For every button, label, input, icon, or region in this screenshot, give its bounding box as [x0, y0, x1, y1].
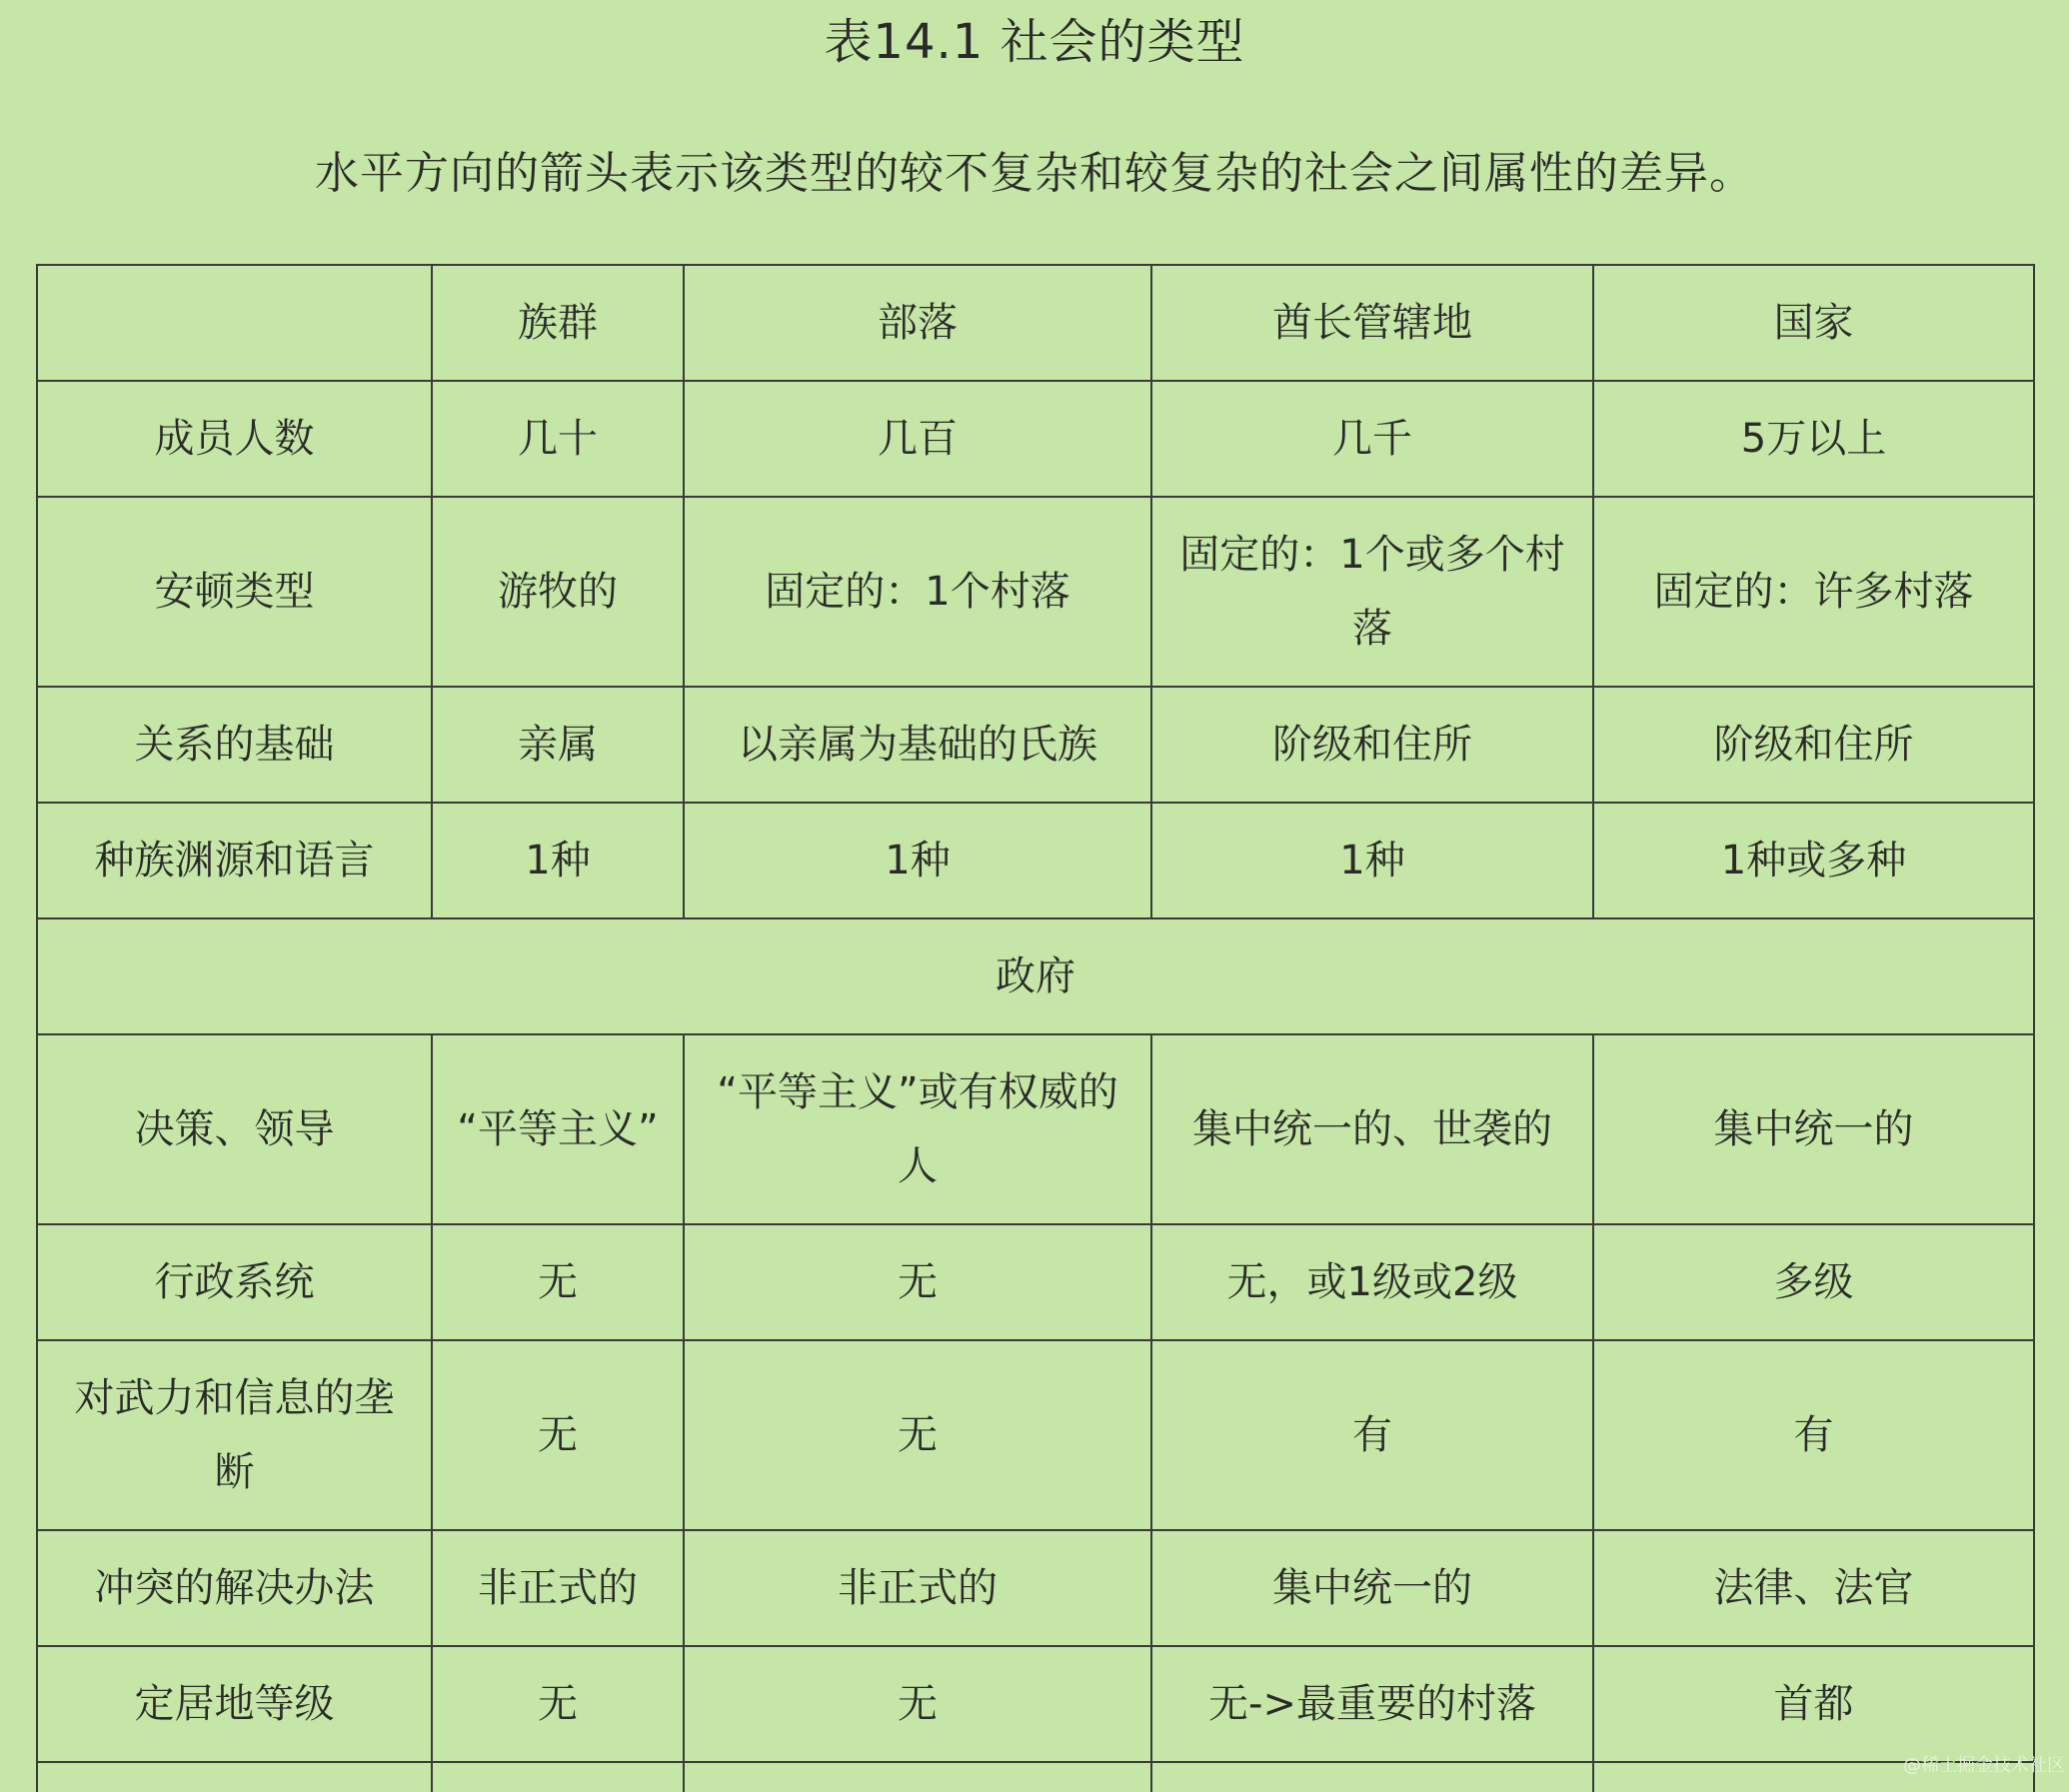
table-cell: 阶级和住所 — [1151, 687, 1593, 803]
table-cell: 无 — [432, 1340, 684, 1530]
header-cell-empty — [37, 265, 432, 381]
table-cell — [37, 1762, 432, 1792]
table-row — [37, 497, 2034, 687]
table-description: 水平方向的箭头表示该类型的较不复杂和较复杂的社会之间属性的差异。 — [315, 148, 1754, 199]
table-cell: 1种 — [684, 803, 1151, 918]
header-cell-tribe: 部落 — [684, 265, 1151, 381]
header-row — [37, 265, 2034, 381]
table-cell: 无 — [432, 1224, 684, 1340]
table-cell — [432, 1762, 684, 1792]
row-label: 对武力和信息的垄断 — [37, 1340, 432, 1530]
table-cell: 无->最重要的村落 — [1151, 1646, 1593, 1762]
table-cell: 非正式的 — [432, 1530, 684, 1646]
table-cell: “平等主义”或有权威的人 — [684, 1034, 1151, 1224]
watermark: @稀土掘金技术社区 — [1903, 1755, 2065, 1776]
table-row — [37, 1224, 2034, 1340]
table-cell: 亲属 — [432, 687, 684, 803]
table-cell: 多级 — [1593, 1224, 2034, 1340]
table-cell: 固定的：1个村落 — [684, 497, 1151, 687]
table-row — [37, 803, 2034, 918]
row-label: 冲突的解决办法 — [37, 1530, 432, 1646]
table-cell: 有 — [1151, 1340, 1593, 1530]
table-row — [37, 381, 2034, 497]
table-cell: 固定的：许多村落 — [1593, 497, 2034, 687]
header-cell-state: 国家 — [1593, 265, 2034, 381]
table-cell: 5万以上 — [1593, 381, 2034, 497]
table-cell: 无，或1级或2级 — [1151, 1224, 1593, 1340]
table-cell: 几百 — [684, 381, 1151, 497]
table-cell: 几千 — [1151, 381, 1593, 497]
table-row — [37, 1340, 2034, 1530]
header-cell-chiefdom: 酋长管辖地 — [1151, 265, 1593, 381]
row-label: 定居地等级 — [37, 1646, 432, 1762]
table-cell: “平等主义” — [432, 1034, 684, 1224]
row-label: 行政系统 — [37, 1224, 432, 1340]
table-row — [37, 1530, 2034, 1646]
table-cell: 集中统一的 — [1151, 1530, 1593, 1646]
section-row — [37, 918, 2034, 1034]
table-row — [37, 1034, 2034, 1224]
table-cell: 非正式的 — [684, 1530, 1151, 1646]
society-types-table — [36, 264, 2035, 1792]
table-cell: 几十 — [432, 381, 684, 497]
header-cell-band: 族群 — [432, 265, 684, 381]
table-cell: 法律、法官 — [1593, 1530, 2034, 1646]
table-caption: 表14.1 社会的类型 — [824, 14, 1245, 70]
table-cell: 无 — [684, 1646, 1151, 1762]
row-label: 种族渊源和语言 — [37, 803, 432, 918]
table-row-partial — [37, 1762, 2034, 1792]
table-cell: 游牧的 — [432, 497, 684, 687]
table-cell — [1151, 1762, 1593, 1792]
table-cell: 固定的：1个或多个村落 — [1151, 497, 1593, 687]
section-heading-government: 政府 — [37, 918, 2034, 1034]
table-cell: 1种 — [432, 803, 684, 918]
table-cell — [684, 1762, 1151, 1792]
row-label: 安顿类型 — [37, 497, 432, 687]
row-label: 关系的基础 — [37, 687, 432, 803]
table-cell: 以亲属为基础的氏族 — [684, 687, 1151, 803]
row-label: 成员人数 — [37, 381, 432, 497]
table-cell: 集中统一的 — [1593, 1034, 2034, 1224]
table-cell: 无 — [684, 1340, 1151, 1530]
table-cell: 1种 — [1151, 803, 1593, 918]
table-row — [37, 1646, 2034, 1762]
table-row — [37, 687, 2034, 803]
table-cell: 首都 — [1593, 1646, 2034, 1762]
table-cell: 阶级和住所 — [1593, 687, 2034, 803]
table-cell: 无 — [684, 1224, 1151, 1340]
row-label: 决策、领导 — [37, 1034, 432, 1224]
table-cell: 集中统一的、世袭的 — [1151, 1034, 1593, 1224]
table-cell: 无 — [432, 1646, 684, 1762]
table-cell: 有 — [1593, 1340, 2034, 1530]
table-cell: 1种或多种 — [1593, 803, 2034, 918]
